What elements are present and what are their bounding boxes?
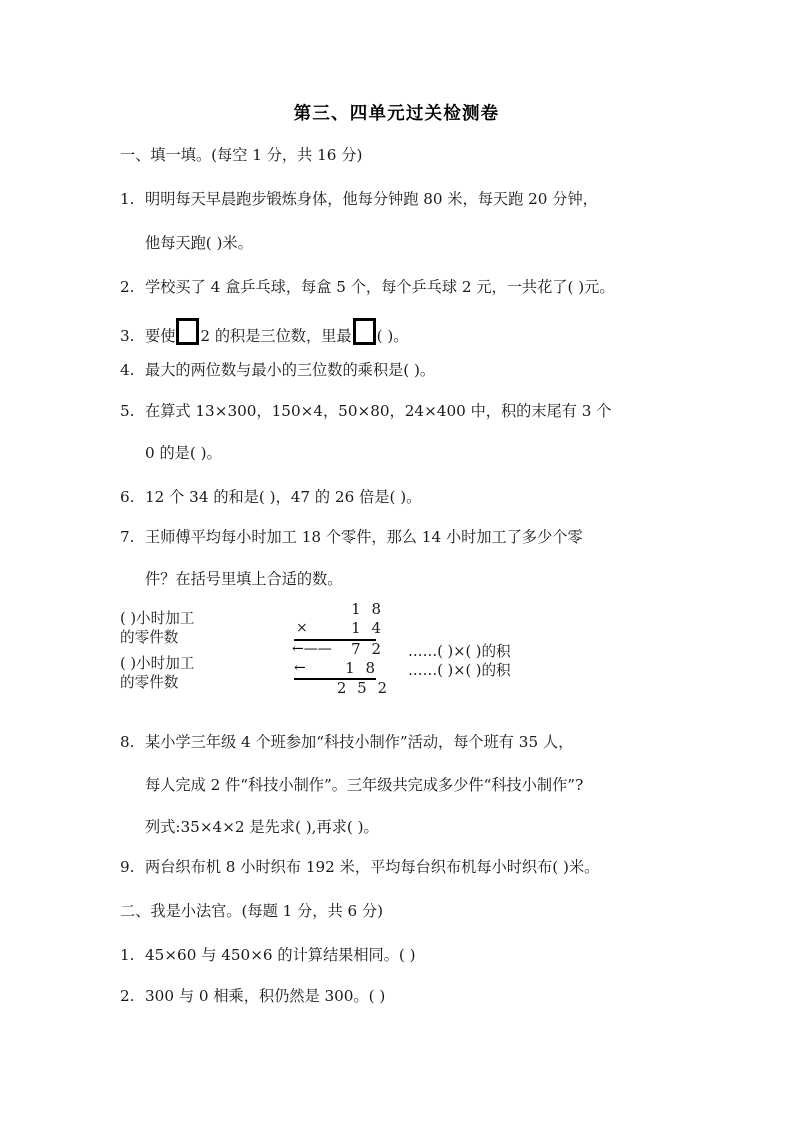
question-line [120, 572, 342, 587]
question-text: 学校买了 4 盒乒乓球，每盒 5 个，每个乒乓球 2 元，一共花了( )元。 [145, 278, 615, 296]
question-text: 在算式 13×300，150×4，50×80，24×400 中，积的末尾有 3 个 [145, 402, 612, 420]
question-text-prefix: 要使 [145, 327, 176, 345]
question-text: 0 的是( )。 [145, 444, 222, 462]
question-number: 2. [120, 278, 135, 296]
question-line [120, 236, 253, 251]
question-line [120, 778, 583, 793]
section-heading-2: 二、我是小法官。(每题 1 分，共 6 分) [120, 902, 384, 920]
question-text: 列式:35×4×2 是先求( ),再求( )。 [145, 818, 379, 836]
question-line [120, 860, 599, 875]
vm-note-2: ……( )×( )的积 [408, 662, 511, 679]
vm-left-label-1-line-2: 的零件数 [120, 629, 179, 646]
vm-left-label-2-line-1: ( )小时加工 [120, 655, 195, 672]
question-1-7-cont [120, 572, 342, 587]
vm-multiplier: 1 4 [351, 619, 384, 637]
question-line [120, 280, 615, 295]
question-line [120, 490, 421, 505]
question-text: 300 与 0 相乘，积仍然是 300。( ) [145, 987, 386, 1005]
question-1-3 [120, 318, 408, 345]
question-2-2 [120, 989, 385, 1004]
question-text: 每人完成 2 件“科技小制作”。三年级共完成多少件“科技小制作”? [145, 776, 584, 794]
question-line [120, 530, 583, 545]
vm-multiplier-row [288, 619, 398, 637]
question-number: 3. [120, 327, 135, 345]
vm-left-label-1-line-1: ( )小时加工 [120, 610, 195, 627]
vm-arrow-short: ← [294, 660, 306, 676]
question-2-1 [120, 948, 416, 963]
vm-multiplicand: 1 8 [351, 600, 384, 618]
question-number: 2. [120, 987, 135, 1005]
question-line [120, 192, 598, 207]
question-1-1-cont [120, 236, 253, 251]
vm-product: 2 5 2 [336, 679, 390, 697]
question-text: 最大的两位数与最小的三位数的乘积是( )。 [145, 361, 436, 379]
question-1-2 [120, 280, 615, 295]
question-number: 6. [120, 488, 135, 506]
question-number: 1. [120, 946, 135, 964]
question-text: 12 个 34 的和是( )，47 的 26 倍是( )。 [145, 488, 422, 506]
question-text: 两台织布机 8 小时织布 192 米，平均每台织布机每小时织布( )米。 [145, 858, 600, 876]
question-1-5 [120, 404, 611, 419]
vm-grid [120, 600, 660, 696]
page-title: 第三、四单元过关检测卷 [293, 104, 500, 124]
vm-note-1: ……( )×( )的积 [408, 643, 511, 660]
question-line [120, 989, 385, 1004]
vm-partial-1-row [288, 640, 398, 658]
question-number: 9. [120, 858, 135, 876]
vm-multiplicand-row [288, 600, 398, 618]
vm-partial-2-row [288, 659, 398, 677]
question-1-7 [120, 530, 583, 545]
question-line [120, 363, 435, 378]
question-1-8-cont-1 [120, 778, 583, 793]
vm-arrow-long: ←—— [292, 641, 332, 657]
question-text: 王师傅平均每小时加工 18 个零件，那么 14 小时加工了多少个零 [145, 528, 583, 546]
question-number: 4. [120, 361, 135, 379]
question-1-1 [120, 192, 598, 207]
question-1-4 [120, 363, 435, 378]
question-1-9 [120, 860, 599, 875]
question-line [120, 735, 573, 750]
question-text: 件？在括号里填上合适的数。 [145, 570, 343, 588]
question-line [120, 318, 408, 345]
vm-partial-product-2: 1 8 [345, 659, 378, 677]
question-text: 45×60 与 450×6 的计算结果相同。( ) [145, 946, 416, 964]
question-line [120, 404, 611, 419]
vertical-multiplication-diagram [120, 600, 660, 696]
question-1-6 [120, 490, 421, 505]
question-number: 7. [120, 528, 135, 546]
vm-left-label-2-line-2: 的零件数 [120, 674, 179, 691]
question-1-8 [120, 735, 573, 750]
question-1-5-cont [120, 446, 222, 461]
question-text: 他每天跑( )米。 [145, 234, 253, 252]
question-line [120, 446, 222, 461]
section-heading-1: 一、填一填。(每空 1 分，共 16 分) [120, 146, 363, 164]
vm-partial-product-1: 7 2 [351, 640, 384, 658]
answer-box-2[interactable] [353, 318, 376, 345]
question-number: 5. [120, 402, 135, 420]
question-text-mid: 2 的积是三位数，里最 [200, 327, 352, 345]
question-text: 明明每天早晨跑步锻炼身体，他每分钟跑 80 米，每天跑 20 分钟， [145, 190, 598, 208]
question-line [120, 948, 416, 963]
question-number: 1. [120, 190, 135, 208]
question-text-suffix: ( )。 [376, 327, 409, 345]
question-1-8-cont-2 [120, 820, 379, 835]
answer-box-1[interactable] [176, 318, 199, 345]
question-number: 8. [120, 733, 135, 751]
question-text: 某小学三年级 4 个班参加“科技小制作”活动，每个班有 35 人， [145, 733, 574, 751]
question-line [120, 820, 379, 835]
vm-operator: × [296, 620, 308, 636]
vm-product-row [288, 679, 398, 697]
